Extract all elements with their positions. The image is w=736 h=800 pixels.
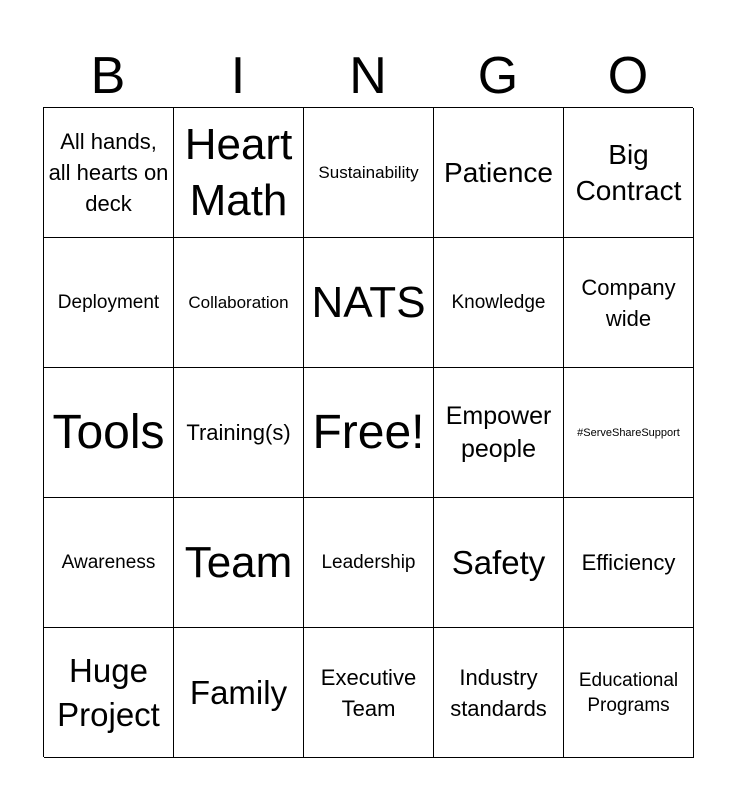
- cell-text: Executive Team: [320, 664, 417, 721]
- bingo-cell[interactable]: [564, 368, 694, 498]
- cell-text: Safety: [451, 543, 546, 581]
- header-letter-i: I: [230, 47, 246, 105]
- bingo-cell[interactable]: [44, 108, 174, 238]
- free-space-text: Free!: [312, 405, 425, 459]
- cell-text: Team: [184, 537, 293, 587]
- cell-text: Industry standards: [450, 664, 547, 721]
- bingo-cell[interactable]: [44, 498, 174, 628]
- bingo-cell[interactable]: [304, 628, 434, 758]
- bingo-cell[interactable]: [44, 368, 174, 498]
- cell-text: Huge Project: [57, 651, 160, 733]
- bingo-cell[interactable]: [564, 108, 694, 238]
- cell-text: Awareness: [61, 552, 156, 573]
- bingo-cell[interactable]: [564, 238, 694, 368]
- cell-text: All hands, all hearts on deck: [48, 129, 169, 216]
- cell-text: Training(s): [186, 420, 291, 445]
- bingo-cell[interactable]: [434, 628, 564, 758]
- bingo-cell[interactable]: [434, 498, 564, 628]
- bingo-cell[interactable]: [44, 238, 174, 368]
- bingo-cell[interactable]: [304, 108, 434, 238]
- cell-text: Patience: [444, 156, 553, 188]
- cell-text: Educational Programs: [578, 669, 679, 716]
- bingo-cell free-space[interactable]: [304, 368, 434, 498]
- cell-text: Family: [189, 673, 288, 711]
- bingo-cell[interactable]: [174, 498, 304, 628]
- bingo-cell[interactable]: [564, 628, 694, 758]
- cell-text: Empower people: [445, 401, 552, 463]
- bingo-cell[interactable]: [44, 628, 174, 758]
- bingo-cell[interactable]: [174, 368, 304, 498]
- bingo-board: [43, 107, 693, 757]
- bingo-cell[interactable]: [174, 628, 304, 758]
- bingo-header: [43, 44, 693, 108]
- bingo-cell[interactable]: [434, 368, 564, 498]
- header-letter-b: B: [90, 47, 126, 105]
- cell-text: Deployment: [57, 292, 160, 313]
- bingo-cell[interactable]: [564, 498, 694, 628]
- bingo-cell[interactable]: [434, 238, 564, 368]
- cell-text: Company wide: [581, 274, 676, 331]
- cell-text: Big Contract: [575, 138, 682, 206]
- header-letter-o: O: [607, 47, 649, 105]
- cell-text: NATS: [311, 277, 426, 327]
- cell-text: Tools: [52, 405, 165, 459]
- cell-text: Sustainability: [318, 163, 419, 182]
- header-letter-n: N: [349, 47, 387, 105]
- cell-text: Leadership: [321, 552, 416, 573]
- bingo-cell[interactable]: [304, 498, 434, 628]
- header-letter-g: G: [477, 47, 519, 105]
- bingo-cell[interactable]: [174, 238, 304, 368]
- bingo-cell[interactable]: [174, 108, 304, 238]
- cell-text: Collaboration: [188, 293, 289, 312]
- cell-text: Heart Math: [184, 119, 293, 225]
- cell-text: Efficiency: [581, 550, 676, 575]
- cell-text: Knowledge: [451, 292, 546, 313]
- cell-text: #ServeShareSupport: [577, 426, 680, 439]
- bingo-cell[interactable]: [434, 108, 564, 238]
- bingo-cell[interactable]: [304, 238, 434, 368]
